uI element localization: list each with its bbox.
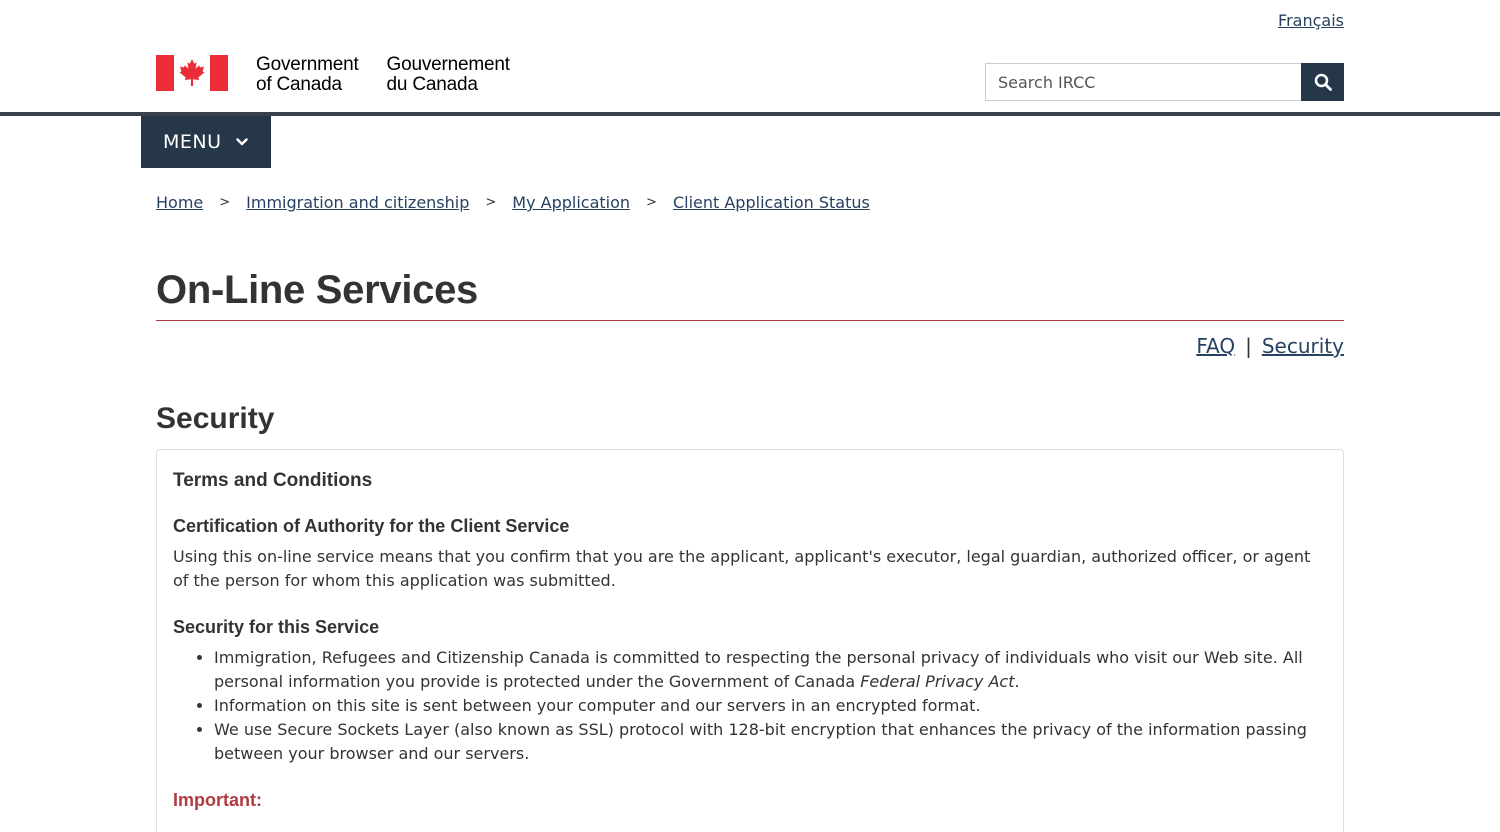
bullet-end: . (1014, 672, 1020, 691)
privacy-act-text: Federal Privacy Act (860, 672, 1015, 691)
main-menu-button[interactable] (141, 116, 271, 168)
security-link[interactable]: Security (1261, 334, 1344, 358)
menu-label: MENU (163, 131, 222, 153)
brand-fr-line1: Gouvernement (386, 54, 510, 75)
government-signature[interactable] (156, 55, 510, 93)
brand-french (387, 55, 510, 95)
certification-heading: Certification of Authority for the Client Service (173, 516, 570, 536)
language-toggle-link[interactable]: Français (1278, 11, 1344, 30)
brand-en-line1: Government (256, 54, 359, 75)
certification-text: Using this on-line service means that you confirm that you are the applicant, applicant's executor, legal guardian, authorized officer, or agent of the person for whom this application was submitted. (173, 547, 1311, 590)
list-item (214, 646, 1327, 694)
security-list (214, 646, 1327, 766)
service-security-heading: Security for this Service (173, 617, 380, 637)
link-separator: | (1245, 334, 1252, 358)
canada-flag-icon (156, 55, 228, 91)
terms-panel (156, 449, 1344, 832)
list-item: • We use Secure Sockets Layer (also known as SSL) protocol with 128-bit encryption that enhances the privacy of the information passing between your browser and our servers. (214, 718, 1327, 766)
brand-en-line2: of Canada (256, 74, 342, 95)
page-title: On-Line Services (156, 268, 478, 312)
search-icon (1314, 73, 1332, 91)
chevron-down-icon (236, 138, 248, 146)
breadcrumb-immigration[interactable]: Immigration and citizenship (246, 193, 470, 212)
breadcrumb-separator: > (646, 195, 657, 210)
search-form (985, 63, 1344, 101)
breadcrumb-separator: > (485, 195, 497, 210)
section-title: Security (156, 402, 275, 435)
bullet-text: Immigration, Refugees and Citizenship Canada is committed to respecting the personal privacy of individuals who visit our Web site. All personal information you provide is protected under the Government of Canada (214, 648, 1303, 691)
help-links (1196, 334, 1344, 358)
title-divider (156, 320, 1344, 321)
breadcrumb-client-status[interactable]: Client Application Status (672, 193, 870, 212)
breadcrumb (156, 193, 870, 212)
breadcrumb-separator: > (219, 195, 231, 210)
faq-link[interactable]: FAQ (1196, 334, 1236, 358)
important-label: Important: (173, 790, 262, 810)
breadcrumb-my-application[interactable]: My Application (512, 193, 631, 212)
terms-heading: Terms and Conditions (173, 470, 373, 491)
search-input[interactable] (985, 63, 1301, 101)
breadcrumb-home[interactable]: Home (156, 193, 204, 212)
list-item: • Information on this site is sent between your computer and our servers in an encrypted format. (214, 694, 1327, 718)
search-button[interactable] (1301, 63, 1344, 101)
brand-fr-line2: du Canada (386, 74, 478, 95)
brand-english (256, 55, 359, 95)
